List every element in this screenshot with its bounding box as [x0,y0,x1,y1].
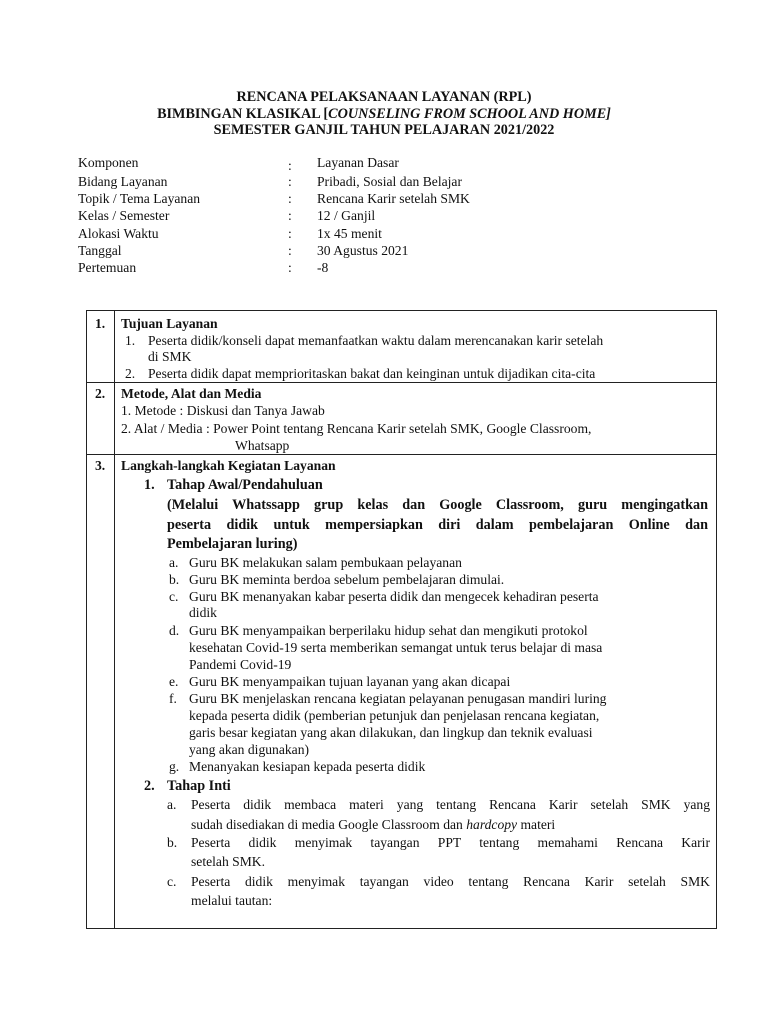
row-divider [87,382,716,383]
meta-value: 1x 45 menit [317,226,382,241]
stage-number: 2. [144,778,155,794]
list-item: Peserta didik dapat memprioritaskan bakat dan keinginan untuk dijadikan cita-cita [148,366,596,381]
list-item: Guru BK meminta berdoa sebelum pembelajaran dimulai. [189,572,505,587]
list-item: Guru BK melakukan salam pembukaan pelayanan [189,555,462,570]
meta-row-bidang [78,173,678,190]
meta-value: -8 [317,260,329,275]
list-item: Peserta didik menyimak tayangan video tentang Rencana Karir setelah SMK [191,874,710,889]
meta-row-kelas [78,207,678,224]
list-item: Peserta didik/konseli dapat memanfaatkan waktu dalam merencanakan karir setelah [148,333,604,348]
meta-label: Topik / Tema Layanan [78,191,201,206]
list-letter: e. [169,674,179,689]
list-item: Peserta didik membaca materi yang tentang Rencana Karir setelah SMK yang [191,797,710,812]
list-item: 2. Alat / Media : Power Point tentang Rencana Karir setelah SMK, Google Classroom, [121,421,592,436]
list-item: Guru BK menyampaikan tujuan layanan yang akan dicapai [189,674,511,689]
list-letter: g. [169,759,180,774]
stage-note: peserta didik untuk mempersiapkan diri dalam pembelajaran Online dan [167,517,708,533]
meta-row-tanggal [78,242,678,259]
meta-value: 30 Agustus 2021 [317,243,409,258]
meta-colon: : [288,243,292,258]
section-title: Metode, Alat dan Media [121,386,262,401]
list-item: yang akan digunakan) [189,742,310,757]
meta-label: Pertemuan [78,260,137,275]
meta-label: Alokasi Waktu [78,226,159,241]
meta-row-komponen [78,154,678,171]
subtitle-italic: COUNSELING FROM SCHOOL AND HOME] [328,106,611,122]
list-item: Whatsapp [235,438,290,453]
subtitle-prefix: BIMBINGAN KLASIKAL [ [157,106,329,122]
meta-label: Tanggal [78,243,122,258]
list-letter: c. [167,874,177,889]
text-segment: sudah disediakan di media Google Classroom dan [191,817,467,832]
list-item-continued [191,817,555,833]
meta-label: Kelas / Semester [78,208,170,223]
meta-value: Pribadi, Sosial dan Belajar [317,174,462,189]
list-item: Pandemi Covid-19 [189,657,292,672]
section-title: Tujuan Layanan [121,316,218,331]
meta-colon: : [288,208,292,223]
meta-value: Layanan Dasar [317,155,399,170]
row-divider [87,454,716,455]
meta-row-topik [78,190,678,207]
list-item: Guru BK menyampaikan berperilaku hidup sehat dan mengikuti protokol [189,623,588,638]
stage-note: Pembelajaran luring) [167,536,298,552]
list-item: Guru BK menanyakan kabar peserta didik dan mengecek kehadiran peserta [189,589,599,604]
text-segment: materi [517,817,556,832]
list-item: di SMK [148,349,192,364]
list-letter: f. [169,691,177,706]
list-item: garis besar kegiatan yang akan dilakukan, dan lingkup dan teknik evaluasi [189,725,593,740]
list-item: Peserta didik menyimak tayangan PPT tentang memahami Rencana Karir [191,835,710,850]
meta-colon: : [288,260,292,275]
meta-row-pertemuan [78,259,678,276]
list-item: kepada peserta didik (pemberian petunjuk dan penjelasan rencana kegiatan, [189,708,600,723]
meta-value: Rencana Karir setelah SMK [317,191,470,206]
meta-colon: : [288,158,292,173]
list-item: 1. Metode : Diskusi dan Tanya Jawab [121,403,325,418]
list-item: didik [189,605,217,620]
list-item: kesehatan Covid-19 serta memberikan semangat untuk terus belajar di masa [189,640,603,655]
section-title: Langkah-langkah Kegiatan Layanan [121,458,336,473]
document-semester: SEMESTER GANJIL TAHUN PELAJARAN 2021/2022 [213,122,555,138]
section-number: 2. [95,386,106,401]
list-item: Menanyakan kesiapan kepada peserta didik [189,759,426,774]
section-number: 1. [95,316,106,331]
stage-note: (Melalui Whatssapp grup kelas dan Google Classroom, guru mengingatkan [167,497,708,513]
meta-colon: : [288,226,292,241]
column-divider [114,311,115,928]
list-letter: a. [167,797,177,812]
list-number: 2. [125,366,136,381]
list-letter: d. [169,623,180,638]
list-item: setelah SMK. [191,854,266,869]
italic-segment: hardcopy [466,817,518,832]
meta-row-alokasi [78,225,678,242]
stage-number: 1. [144,477,155,493]
stage-title: Tahap Awal/Pendahuluan [167,477,323,493]
document-subtitle [0,106,768,122]
section-number: 3. [95,458,106,473]
list-letter: c. [169,589,179,604]
stage-title: Tahap Inti [167,778,231,794]
document-title: RENCANA PELAKSANAAN LAYANAN (RPL) [236,89,532,105]
list-letter: b. [169,572,180,587]
list-letter: a. [169,555,179,570]
list-item: Guru BK menjelaskan rencana kegiatan pelayanan penugasan mandiri luring [189,691,607,706]
meta-colon: : [288,191,292,206]
plan-table [86,310,717,929]
meta-label: Komponen [78,155,139,170]
list-item: melalui tautan: [191,893,273,908]
meta-colon: : [288,174,292,189]
meta-label: Bidang Layanan [78,174,168,189]
meta-value: 12 / Ganjil [317,208,376,223]
list-number: 1. [125,333,136,348]
list-letter: b. [167,835,178,850]
